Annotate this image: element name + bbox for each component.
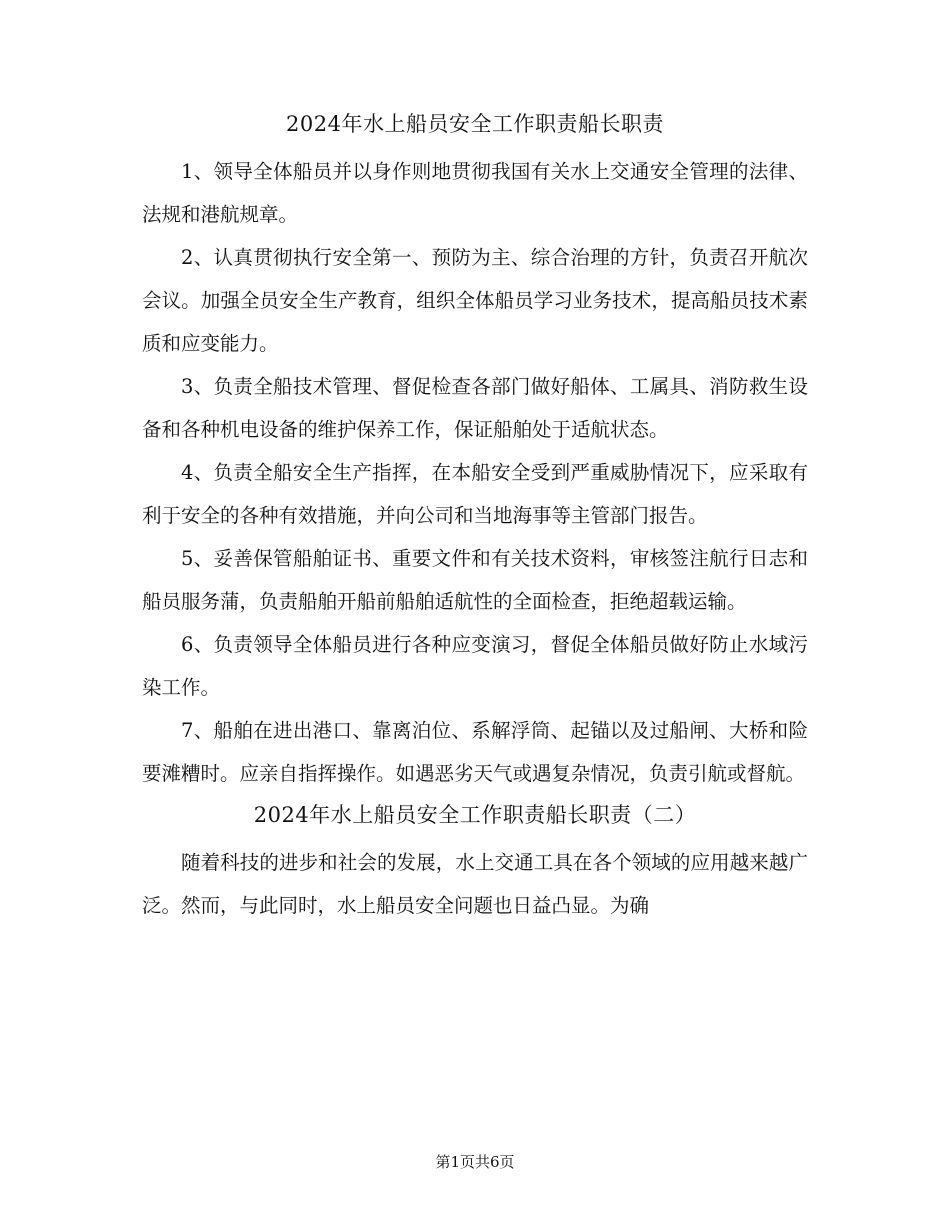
paragraph-5: 5、妥善保管船舶证书、重要文件和有关技术资料，审核签注航行日志和船员服务蒲，负责船舶开船前船舶适航性的全面检查，拒绝超载运输。: [142, 547, 808, 613]
paragraph-intro-2: 随着科技的进步和社会的发展，水上交通工具在各个领域的应用越来越广泛。然而，与此同时，水上船员安全问题也日益凸显。为确: [142, 851, 808, 917]
document-body: [142, 104, 808, 927]
page-number: 第1页共6页: [435, 1153, 515, 1171]
paragraph-4: 4、负责全船安全生产指挥，在本船安全受到严重威胁情况下，应采取有利于安全的各种有效措施，并向公司和当地海事等主管部门报告。: [142, 461, 808, 527]
paragraph-1: 1、领导全体船员并以身作则地贯彻我国有关水上交通安全管理的法律、法规和港航规章。: [142, 160, 808, 226]
paragraph-7: 7、船舶在进出港口、靠离泊位、系解浮筒、起锚以及过船闸、大桥和险要滩糟时。应亲自指挥操作。如遇恶劣天气或遇复杂情况，负责引航或督航。: [142, 719, 808, 785]
paragraph-2: 2、认真贯彻执行安全第一、预防为主、综合治理的方针，负责召开航次会议。加强全员安全生产教育，组织全体船员学习业务技术，提高船员技术素质和应变能力。: [142, 246, 808, 355]
document-title: 2024年水上船员安全工作职责船长职责: [286, 112, 664, 136]
section-title-2: 2024年水上船员安全工作职责船长职责（二）: [253, 803, 697, 827]
paragraph-6: 6、负责领导全体船员进行各种应变演习，督促全体船员做好防止水域污染工作。: [142, 633, 808, 699]
paragraph-3: 3、负责全船技术管理、督促检查各部门做好船体、工属具、消防救生设备和各种机电设备的维护保养工作，保证船舶处于适航状态。: [142, 375, 808, 441]
